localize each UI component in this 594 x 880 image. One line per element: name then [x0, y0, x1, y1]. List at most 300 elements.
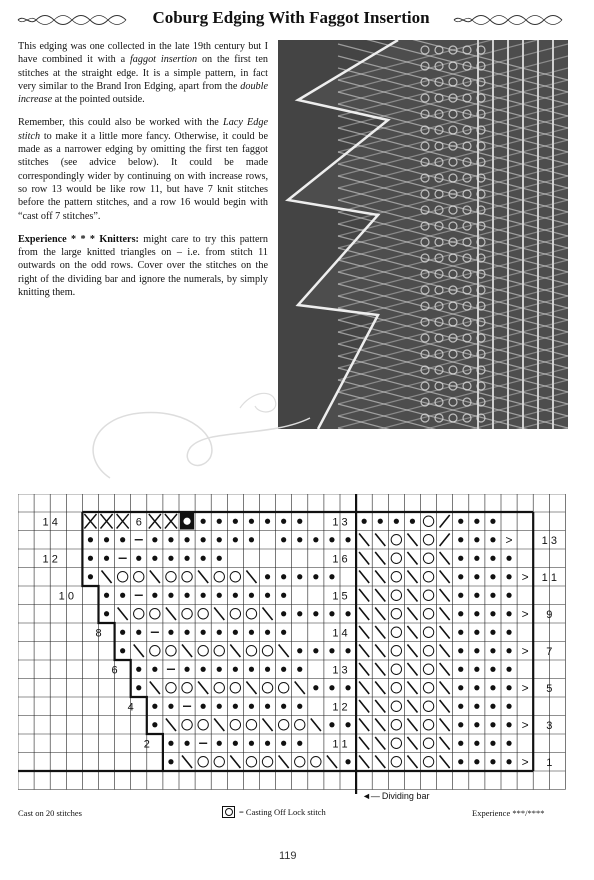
yarn-over-symbol: [391, 720, 401, 730]
yarn-over-symbol: [423, 738, 433, 748]
yarn-over-symbol: [311, 757, 321, 767]
ssk-symbol: [359, 663, 369, 676]
knit-dot-symbol: [458, 667, 463, 672]
knit-dot-symbol: [506, 667, 511, 672]
knit-dot-symbol: [233, 667, 238, 672]
knit-dot-symbol: [313, 685, 318, 690]
knit-dot-symbol: [506, 611, 511, 616]
ssk-symbol: [440, 645, 450, 658]
ssk-symbol: [134, 645, 144, 658]
knit-dot-symbol: [233, 537, 238, 542]
ssk-symbol: [246, 571, 256, 584]
knit-dot-symbol: [201, 630, 206, 635]
knit-dot-symbol: [506, 593, 511, 598]
double-increase-symbol: >: [521, 717, 529, 732]
knit-dot-symbol: [410, 519, 415, 524]
knit-dot-symbol: [490, 556, 495, 561]
knit-dot-symbol: [506, 722, 511, 727]
stitch-count-number: 1 5: [332, 590, 348, 603]
ssk-symbol: [359, 719, 369, 732]
knit-dot-symbol: [168, 593, 173, 598]
ssk-symbol: [407, 571, 417, 584]
ssk-symbol: [375, 737, 385, 750]
experience-label: Experience * * * Knitters:: [18, 233, 139, 245]
yarn-over-symbol: [391, 646, 401, 656]
yarn-over-symbol: [214, 757, 224, 767]
intro-paragraph-3: [18, 233, 268, 299]
intro-paragraph-1: [18, 40, 268, 106]
knit-dot-symbol: [281, 611, 286, 616]
cast-off-x-symbol: [117, 514, 129, 529]
knit-dot-symbol: [281, 537, 286, 542]
ssk-symbol: [407, 663, 417, 676]
yarn-over-symbol: [117, 572, 127, 582]
knit-dot-symbol: [120, 630, 125, 635]
knit-dot-symbol: [88, 574, 93, 579]
ssk-symbol: [359, 534, 369, 547]
knit-dot-symbol: [490, 519, 495, 524]
ssk-symbol: [375, 626, 385, 639]
knit-dot-symbol: [345, 537, 350, 542]
knit-dot-symbol: [474, 537, 479, 542]
ssk-symbol: [407, 608, 417, 621]
knit-dot-symbol: [233, 704, 238, 709]
yarn-over-symbol: [423, 609, 433, 619]
knit-dot-symbol: [201, 519, 206, 524]
ssk-symbol: [359, 608, 369, 621]
knit-dot-symbol: [184, 556, 189, 561]
yarn-over-symbol: [391, 535, 401, 545]
knit-dot-symbol: [281, 704, 286, 709]
double-increase-symbol: >: [521, 643, 529, 658]
knit-dot-symbol: [265, 667, 270, 672]
yarn-over-symbol: [230, 609, 240, 619]
yarn-over-symbol: [246, 720, 256, 730]
knit-dot-symbol: [345, 759, 350, 764]
ssk-symbol: [375, 534, 385, 547]
knit-dot-symbol: [345, 685, 350, 690]
knit-dot-symbol: [345, 722, 350, 727]
intro-paragraph-1-segment: at the pointed outside.: [52, 94, 145, 106]
knit-dot-symbol: [297, 741, 302, 746]
ssk-symbol: [440, 589, 450, 602]
legend: [222, 806, 326, 818]
yarn-over-symbol: [214, 572, 224, 582]
stitch-count-number: 1 4: [332, 627, 348, 640]
ssk-symbol: [150, 682, 160, 695]
yarn-over-symbol: [150, 646, 160, 656]
ssk-symbol: [375, 682, 385, 695]
knit-dot-symbol: [474, 574, 479, 579]
knit-dot-symbol: [394, 519, 399, 524]
knit-dot-symbol: [474, 704, 479, 709]
double-increase-symbol: >: [521, 606, 529, 621]
stitch-count-number: 1 1: [332, 738, 348, 751]
casting-off-lock-icon: [222, 806, 235, 818]
ssk-symbol: [440, 756, 450, 769]
knit-dot-symbol: [249, 519, 254, 524]
yarn-over-symbol: [423, 720, 433, 730]
stitch-count-number: 1 2: [332, 701, 348, 714]
ssk-symbol: [118, 608, 128, 621]
yarn-over-symbol: [391, 572, 401, 582]
knit-dot-symbol: [217, 537, 222, 542]
knit-dot-symbol: [490, 593, 495, 598]
intro-paragraph-2: [18, 116, 268, 222]
knit-dot-symbol: [265, 574, 270, 579]
knit-dot-symbol: [506, 741, 511, 746]
knit-dot-symbol: [474, 741, 479, 746]
left-row-number: 1 2: [42, 553, 58, 566]
knit-dot-symbol: [474, 685, 479, 690]
knit-dot-symbol: [217, 704, 222, 709]
right-row-number: 9: [546, 608, 553, 621]
knit-dot-symbol: [474, 519, 479, 524]
knit-dot-symbol: [297, 519, 302, 524]
double-increase-symbol: >: [521, 754, 529, 769]
knit-dot-symbol: [265, 593, 270, 598]
lace-photo: [278, 40, 568, 429]
yarn-over-symbol: [278, 720, 288, 730]
left-row-number: 4: [127, 701, 134, 714]
left-row-number: 2: [143, 738, 150, 751]
knit-dot-symbol: [281, 630, 286, 635]
yarn-over-symbol: [391, 738, 401, 748]
ssk-symbol: [150, 571, 160, 584]
knit-dot-symbol: [490, 667, 495, 672]
knit-dot-symbol: [329, 611, 334, 616]
ssk-symbol: [407, 626, 417, 639]
ssk-symbol: [295, 682, 305, 695]
left-row-number: 1 4: [42, 516, 58, 529]
casting-off-lock-symbol: [183, 518, 190, 525]
yarn-over-symbol: [423, 646, 433, 656]
knit-dot-symbol: [249, 630, 254, 635]
ssk-symbol: [359, 626, 369, 639]
yarn-over-symbol: [391, 590, 401, 600]
knit-dot-symbol: [474, 667, 479, 672]
knit-dot-symbol: [490, 630, 495, 635]
knit-dot-symbol: [490, 685, 495, 690]
yarn-over-symbol: [230, 572, 240, 582]
yarn-over-symbol: [150, 609, 160, 619]
right-row-number: 5: [546, 682, 553, 695]
yarn-over-symbol: [198, 646, 208, 656]
knit-dot-symbol: [313, 574, 318, 579]
knit-dot-symbol: [474, 759, 479, 764]
double-increase-symbol: >: [505, 532, 513, 547]
knit-dot-symbol: [506, 759, 511, 764]
ssk-symbol: [440, 571, 450, 584]
knit-dot-symbol: [152, 556, 157, 561]
knit-dot-symbol: [297, 667, 302, 672]
yarn-over-symbol: [295, 757, 305, 767]
yarn-over-symbol: [423, 757, 433, 767]
experience-text: might care to try this pattern from the large knitted triangles on – i.e. from stitch 11 outwards on the odd rows. Cover over the stitches on the right of the dividing bar and ignore the numerals, by simply knitting them.: [18, 233, 268, 299]
yarn-over-symbol: [182, 572, 192, 582]
yarn-over-symbol: [423, 664, 433, 674]
knit-dot-symbol: [88, 556, 93, 561]
knit-dot-symbol: [249, 593, 254, 598]
knit-dot-symbol: [233, 519, 238, 524]
knit-dot-symbol: [474, 722, 479, 727]
knit-dot-symbol: [152, 667, 157, 672]
knit-dot-symbol: [201, 704, 206, 709]
knit-dot-symbol: [458, 611, 463, 616]
knit-dot-symbol: [458, 759, 463, 764]
intro-text: [18, 40, 268, 309]
knit-dot-symbol: [217, 667, 222, 672]
legend-text: = Casting Off Lock stitch: [239, 807, 326, 817]
yarn-over-symbol: [182, 720, 192, 730]
knit-dot-symbol: [490, 704, 495, 709]
ssk-symbol: [440, 626, 450, 639]
knit-dot-symbol: [88, 537, 93, 542]
knit-dot-symbol: [217, 630, 222, 635]
knit-dot-symbol: [104, 611, 109, 616]
knit-dot-symbol: [233, 630, 238, 635]
intro-paragraph-1-segment: faggot insertion: [129, 54, 198, 66]
yarn-over-symbol: [391, 757, 401, 767]
yarn-over-symbol: [295, 720, 305, 730]
knit-dot-symbol: [345, 611, 350, 616]
knit-dot-symbol: [458, 722, 463, 727]
yarn-over-symbol: [214, 683, 224, 693]
ssk-symbol: [359, 756, 369, 769]
ssk-symbol: [359, 645, 369, 658]
page-title: Coburg Edging With Faggot Insertion: [152, 8, 430, 27]
yarn-over-symbol: [391, 664, 401, 674]
right-row-number: 3: [546, 719, 553, 732]
knit-dot-symbol: [458, 630, 463, 635]
ssk-symbol: [182, 645, 192, 658]
ssk-symbol: [407, 552, 417, 565]
yarn-over-symbol: [246, 646, 256, 656]
right-row-number: 1 1: [541, 571, 557, 584]
ssk-symbol: [440, 552, 450, 565]
knit-dot-symbol: [152, 722, 157, 727]
ssk-symbol: [102, 571, 112, 584]
yarn-over-symbol: [198, 609, 208, 619]
knit-dot-symbol: [458, 685, 463, 690]
knit-dot-symbol: [249, 667, 254, 672]
ssk-symbol: [407, 534, 417, 547]
yarn-over-symbol: [182, 609, 192, 619]
knit-dot-symbol: [184, 667, 189, 672]
knit-dot-symbol: [297, 611, 302, 616]
knit-dot-symbol: [184, 593, 189, 598]
yarn-over-symbol: [278, 683, 288, 693]
ssk-symbol: [440, 682, 450, 695]
ssk-symbol: [230, 756, 240, 769]
dividing-bar-text: Dividing bar: [381, 791, 430, 801]
knit-dot-symbol: [249, 741, 254, 746]
ssk-symbol: [407, 700, 417, 713]
yarn-over-symbol: [214, 646, 224, 656]
knit-dot-symbol: [458, 537, 463, 542]
ssk-symbol: [407, 682, 417, 695]
yarn-over-symbol: [423, 516, 433, 526]
yarn-over-symbol: [246, 757, 256, 767]
castoff-count-number: 6: [135, 516, 142, 529]
knit-dot-symbol: [168, 704, 173, 709]
knit-dot-symbol: [506, 630, 511, 635]
flourish-left-ornament: [16, 14, 128, 26]
knit-dot-symbol: [152, 593, 157, 598]
knit-dot-symbol: [458, 593, 463, 598]
knit-dot-symbol: [490, 611, 495, 616]
knit-dot-symbol: [506, 704, 511, 709]
knit-dot-symbol: [506, 574, 511, 579]
knit-dot-symbol: [233, 593, 238, 598]
ssk-symbol: [359, 737, 369, 750]
stitch-count-number: 1 3: [332, 516, 348, 529]
knit-dot-symbol: [329, 722, 334, 727]
right-row-number: 7: [546, 645, 553, 658]
knit-dot-symbol: [313, 537, 318, 542]
ssk-symbol: [263, 719, 273, 732]
ssk-symbol: [407, 645, 417, 658]
yarn-over-symbol: [391, 683, 401, 693]
yarn-over-symbol: [230, 683, 240, 693]
knit-dot-symbol: [490, 574, 495, 579]
knit-dot-symbol: [120, 648, 125, 653]
knit-dot-symbol: [217, 741, 222, 746]
yarn-over-symbol: [262, 683, 272, 693]
knit-dot-symbol: [297, 704, 302, 709]
ssk-symbol: [375, 589, 385, 602]
knit-dot-symbol: [120, 593, 125, 598]
knit-dot-symbol: [458, 741, 463, 746]
knit-dot-symbol: [378, 519, 383, 524]
knit-dot-symbol: [184, 630, 189, 635]
yarn-over-symbol: [182, 683, 192, 693]
double-increase-symbol: >: [521, 569, 529, 584]
yarn-over-symbol: [198, 757, 208, 767]
knit-dot-symbol: [297, 648, 302, 653]
yarn-over-symbol: [166, 572, 176, 582]
knit-dot-symbol: [329, 648, 334, 653]
ssk-symbol: [198, 571, 208, 584]
knit-dot-symbol: [281, 667, 286, 672]
knit-dot-symbol: [201, 556, 206, 561]
ssk-symbol: [214, 719, 224, 732]
cast-off-x-symbol: [149, 514, 161, 529]
ssk-symbol: [198, 682, 208, 695]
title-row: [0, 8, 594, 30]
ssk-symbol: [407, 589, 417, 602]
yarn-over-symbol: [423, 701, 433, 711]
ssk-symbol: [359, 682, 369, 695]
ssk-symbol: [166, 719, 176, 732]
dividing-bar-label: [362, 791, 429, 801]
double-increase-symbol: >: [521, 680, 529, 695]
ssk-symbol: [279, 645, 289, 658]
knit-dot-symbol: [345, 648, 350, 653]
ssk-symbol: [359, 552, 369, 565]
yarn-over-symbol: [423, 590, 433, 600]
left-row-number: 6: [111, 664, 118, 677]
knit-dot-symbol: [490, 722, 495, 727]
ssk-symbol: [246, 682, 256, 695]
ssk-symbol: [359, 700, 369, 713]
knit-dot-symbol: [313, 611, 318, 616]
knit-dot-symbol: [201, 667, 206, 672]
knit-dot-symbol: [281, 741, 286, 746]
knit-dot-symbol: [281, 574, 286, 579]
knit-dot-symbol: [265, 519, 270, 524]
knit-dot-symbol: [168, 741, 173, 746]
knit-dot-symbol: [281, 519, 286, 524]
yarn-over-symbol: [391, 701, 401, 711]
knit-dot-symbol: [474, 630, 479, 635]
intro-paragraph-1-segment: on the first ten stitches at the straight edge. It is a simple pattern, in fact very similar to the Brand Iron Edging, apart from the: [18, 54, 268, 92]
yarn-over-symbol: [423, 683, 433, 693]
yarn-over-symbol: [262, 646, 272, 656]
ssk-symbol: [375, 700, 385, 713]
yarn-over-symbol: [134, 572, 144, 582]
yarn-over-symbol: [391, 553, 401, 563]
right-row-number: 1: [546, 756, 553, 769]
knit-dot-symbol: [297, 537, 302, 542]
ssk-symbol: [375, 571, 385, 584]
ssk-symbol: [440, 608, 450, 621]
ssk-symbol: [375, 663, 385, 676]
knit-dot-symbol: [168, 537, 173, 542]
right-row-number: 1 3: [541, 534, 557, 547]
knit-dot-symbol: [506, 648, 511, 653]
ssk-symbol: [375, 608, 385, 621]
left-row-number: 8: [95, 627, 102, 640]
knit-dot-symbol: [474, 648, 479, 653]
knit-dot-symbol: [136, 630, 141, 635]
knit-dot-symbol: [152, 537, 157, 542]
yarn-over-symbol: [246, 609, 256, 619]
knit-dot-symbol: [201, 537, 206, 542]
knit-dot-symbol: [136, 556, 141, 561]
knit-dot-symbol: [136, 667, 141, 672]
knit-dot-symbol: [458, 648, 463, 653]
knit-dot-symbol: [265, 704, 270, 709]
knit-dot-symbol: [458, 556, 463, 561]
intro-paragraph-2-segment: to make it a little more fancy. Otherwise, it could be made as a narrower edging by omitting the first ten faggot stitches (see advice below). It could be made correspondingly wider by continuing on with increase rows, so row 13 would be like row 11, but have 7 knit stitches before the pattern stitches, and a row 16 would begin with “cast off 7 stitches”.: [18, 130, 268, 222]
ssk-symbol: [375, 552, 385, 565]
intro-paragraph-1-segment: double increase: [18, 80, 268, 106]
knit-dot-symbol: [233, 741, 238, 746]
yarn-over-symbol: [423, 535, 433, 545]
knit-dot-symbol: [184, 537, 189, 542]
ssk-symbol: [311, 719, 321, 732]
yarn-over-symbol: [134, 609, 144, 619]
yarn-over-symbol: [166, 646, 176, 656]
left-row-number: 1 0: [58, 590, 74, 603]
ssk-symbol: [375, 756, 385, 769]
knit-dot-symbol: [506, 556, 511, 561]
stitch-count-number: 1 3: [332, 664, 348, 677]
knit-dot-symbol: [201, 593, 206, 598]
yarn-over-symbol: [198, 720, 208, 730]
knit-dot-symbol: [217, 519, 222, 524]
k2tog-symbol: [440, 515, 450, 528]
knit-dot-symbol: [249, 537, 254, 542]
cast-off-x-symbol: [165, 514, 177, 529]
ssk-symbol: [263, 608, 273, 621]
knit-dot-symbol: [217, 593, 222, 598]
knit-dot-symbol: [152, 704, 157, 709]
knit-dot-symbol: [168, 630, 173, 635]
knit-dot-symbol: [104, 593, 109, 598]
ssk-symbol: [182, 756, 192, 769]
